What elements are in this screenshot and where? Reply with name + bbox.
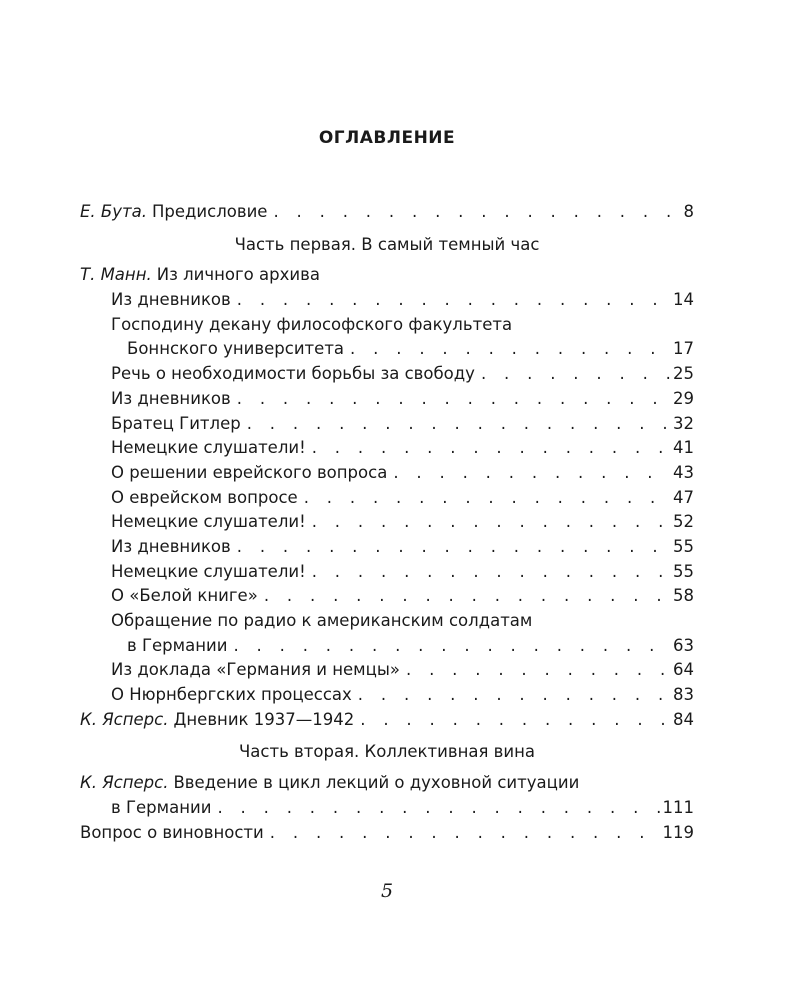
section-author: Т. Манн. [80,265,152,285]
entry-page: 8 [683,202,694,221]
entry-page: 32 [673,413,694,433]
dot-leader [237,535,670,560]
entry-page: 43 [673,462,694,482]
section-title: Из личного архива [156,265,320,285]
toc-entry-jaspers-diary[interactable] [80,708,694,733]
toc-entry-lectures[interactable] [80,796,694,821]
entry-title: Вопрос о виновности [80,822,264,842]
entry-title: Предисловие [151,202,268,221]
toc-entry[interactable] [80,461,694,486]
entry-title: в Германии [111,797,212,817]
dot-leader [247,412,670,437]
part-title: Часть первая. В самый темный час [234,234,540,254]
entry-title: Немецкие слушатели! [111,512,306,532]
toc-entry-lectures-line1[interactable] [80,771,694,796]
dot-leader [264,584,670,609]
entry-page: 14 [673,290,694,310]
entry-page: 52 [673,512,694,532]
entry-page: 25 [673,364,694,384]
dot-leader [217,796,659,821]
toc-entry-preface[interactable] [80,200,694,225]
dot-leader [358,683,670,708]
toc-entry-guilt[interactable] [80,821,694,846]
entry-page: 47 [673,487,694,507]
toc-entry[interactable] [80,436,694,461]
entry-title-line1: Введение в цикл лекций о духовной ситуации [173,773,580,793]
entry-page: 63 [673,635,694,655]
entry-page: 29 [673,388,694,408]
part-heading-2 [80,740,694,765]
toc-entry-line1[interactable] [80,609,694,634]
dot-leader [350,337,670,362]
entry-title: Из дневников [111,290,231,310]
entry-page: 111 [662,797,694,817]
toc-entry[interactable] [80,288,694,313]
entry-author: Е. Бута. [80,202,147,221]
dot-leader [481,362,670,387]
entry-title: Немецкие слушатели! [111,561,306,581]
dot-leader [237,387,670,412]
entry-title: в Германии [127,635,228,655]
toc-entry[interactable] [80,658,694,683]
entry-title-line1: Обращение по радио к американским солдатам [111,611,533,630]
entry-page: 64 [673,660,694,680]
entry-title: Боннского университета [127,339,345,359]
entry-title: Немецкие слушатели! [111,438,306,458]
toc-entry[interactable] [80,584,694,609]
toc-entry[interactable] [80,535,694,560]
toc-entry[interactable] [80,387,694,412]
entry-author: К. Ясперс. [80,773,169,793]
toc-entry[interactable] [80,634,694,659]
entry-page: 55 [673,561,694,581]
entry-title: Братец Гитлер [111,413,241,433]
toc-entry-line1[interactable] [80,313,694,338]
dot-leader [312,436,670,461]
dot-leader [312,510,670,535]
dot-leader [360,708,670,733]
entry-title: О еврейском вопросе [111,487,298,507]
page-number: 5 [380,880,394,902]
toc-entry[interactable] [80,362,694,387]
entry-page: 17 [673,339,694,359]
entry-title: О решении еврейского вопроса [111,462,388,482]
dot-leader [304,486,670,511]
page-title: ОГЛАВЛЕНИЕ [318,128,456,148]
entry-title: Речь о необходимости борьбы за свободу [111,364,475,384]
entry-author: К. Ясперс. [80,709,169,729]
toc-entry[interactable] [80,486,694,511]
dot-leader [270,821,660,846]
dot-leader [237,288,670,313]
entry-page: 84 [673,709,694,729]
toc-entry[interactable] [80,510,694,535]
table-of-contents [80,200,694,845]
dot-leader [312,560,670,585]
entry-title: Из доклада «Германия и немцы» [111,660,400,680]
toc-page [80,0,694,1000]
part-heading-1 [80,233,694,258]
entry-page: 58 [673,586,694,606]
toc-entry[interactable] [80,560,694,585]
entry-title: Из дневников [111,388,231,408]
entry-title: Из дневников [111,536,231,556]
toc-entry[interactable] [80,412,694,437]
entry-page: 55 [673,536,694,556]
part-title: Часть вторая. Коллективная вина [238,742,535,762]
toc-section-mann[interactable] [80,263,694,288]
dot-leader [393,461,670,486]
entry-title-line1: Господину декану философского факультета [111,314,513,334]
dot-leader [406,658,670,683]
entry-page: 119 [662,822,694,842]
entry-title: Дневник 1937—1942 [173,709,355,729]
entry-title: О Нюрнбергских процессах [111,685,352,705]
entry-page: 41 [673,438,694,458]
dot-leader [273,200,680,225]
toc-entry[interactable] [80,337,694,362]
entry-page: 83 [673,685,694,705]
entry-title: О «Белой книге» [111,586,258,606]
toc-entry[interactable] [80,683,694,708]
dot-leader [233,634,670,659]
